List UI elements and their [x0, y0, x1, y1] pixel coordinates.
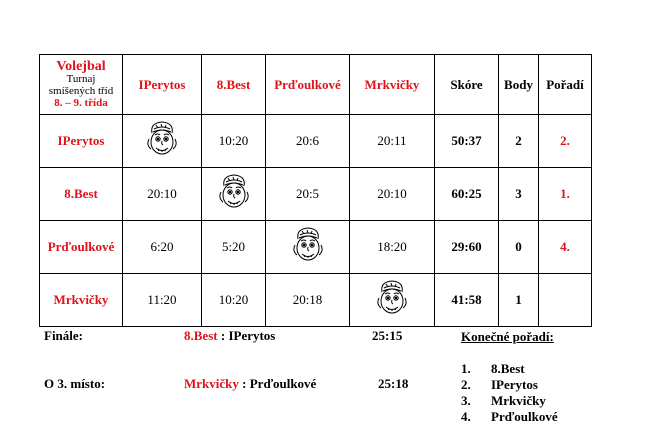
header-row: [40, 55, 592, 115]
rank-cell: 2.: [539, 115, 592, 168]
diagonal-cell: [123, 115, 202, 168]
match-score-cell: 10:20: [202, 115, 266, 168]
mascot-face-icon: [144, 119, 180, 159]
table-row: [40, 221, 592, 274]
final-team-a: 8.Best: [184, 328, 218, 343]
points-cell: 0: [499, 221, 539, 274]
grade-label: 8. – 9. třída: [54, 96, 108, 109]
row-team-name: Mrkvičky: [40, 274, 123, 327]
results-table: [39, 54, 592, 327]
subtitle-line2: smíšených tříd: [48, 84, 114, 97]
row-team-name: 8.Best: [40, 168, 123, 221]
rank-cell: [539, 274, 592, 327]
third-place-score: 25:18: [378, 376, 409, 391]
match-score-cell: 10:20: [202, 274, 266, 327]
third-place-match: [184, 376, 316, 392]
rank-cell: 4.: [539, 221, 592, 274]
rank-team: 8.Best: [491, 361, 525, 376]
match-score-cell: 20:6: [266, 115, 350, 168]
diagonal-cell: [266, 221, 350, 274]
col-header-points: Body: [499, 55, 539, 115]
list-item: [461, 393, 558, 409]
match-score-cell: 20:10: [350, 168, 435, 221]
rank-number: 1.: [461, 361, 471, 376]
table-title: Volejbal: [56, 58, 106, 74]
col-header-team: Mrkvičky: [350, 55, 435, 115]
row-team-name: IPerytos: [40, 115, 123, 168]
col-header-team: 8.Best: [202, 55, 266, 115]
rank-team: Prďoulkové: [491, 409, 558, 424]
final-match: [184, 328, 275, 344]
total-score-cell: 50:37: [435, 115, 499, 168]
match-score-cell: 20:11: [350, 115, 435, 168]
table-row: [40, 274, 592, 327]
third-separator: :: [238, 376, 250, 391]
third-team-a: Mrkvičky: [184, 376, 239, 391]
final-ranking-title: Konečné pořadí:: [461, 329, 554, 344]
points-cell: 1: [499, 274, 539, 327]
total-score-cell: 60:25: [435, 168, 499, 221]
mascot-face-icon: [290, 225, 326, 265]
match-score-cell: 20:5: [266, 168, 350, 221]
table-row: [40, 168, 592, 221]
match-score-cell: 18:20: [350, 221, 435, 274]
match-score-cell: 5:20: [202, 221, 266, 274]
list-item: [461, 377, 558, 393]
third-team-b: Prďoulkové: [249, 376, 317, 391]
row-team-name: Prďoulkové: [40, 221, 123, 274]
rank-cell: 1.: [539, 168, 592, 221]
final-label: Finále:: [44, 328, 83, 343]
rank-team: Mrkvičky: [491, 393, 546, 408]
rank-number: 2.: [461, 377, 471, 392]
match-score-cell: 11:20: [123, 274, 202, 327]
match-score-cell: 20:18: [266, 274, 350, 327]
diagonal-cell: [202, 168, 266, 221]
list-item: [461, 361, 558, 377]
list-item: [461, 409, 558, 425]
subtitle-line1: Turnaj: [66, 72, 96, 85]
mascot-face-icon: [216, 172, 252, 212]
match-score-cell: 6:20: [123, 221, 202, 274]
diagonal-cell: [350, 274, 435, 327]
final-separator: :: [217, 328, 229, 343]
table-row: [40, 115, 592, 168]
points-cell: 2: [499, 115, 539, 168]
rank-number: 3.: [461, 393, 471, 408]
col-header-team: Prďoulkové: [266, 55, 350, 115]
final-ranking-list: [461, 361, 558, 425]
col-header-team: IPerytos: [123, 55, 202, 115]
rank-team: IPerytos: [491, 377, 538, 392]
rank-number: 4.: [461, 409, 471, 424]
final-score: 25:15: [372, 328, 403, 343]
total-score-cell: 29:60: [435, 221, 499, 274]
final-team-b: IPerytos: [228, 328, 276, 343]
match-score-cell: 20:10: [123, 168, 202, 221]
total-score-cell: 41:58: [435, 274, 499, 327]
col-header-rank: Pořadí: [539, 55, 592, 115]
third-place-label: O 3. místo:: [44, 376, 106, 391]
mascot-face-icon: [374, 278, 410, 318]
points-cell: 3: [499, 168, 539, 221]
corner-cell: [40, 55, 123, 115]
col-header-score: Skóre: [435, 55, 499, 115]
